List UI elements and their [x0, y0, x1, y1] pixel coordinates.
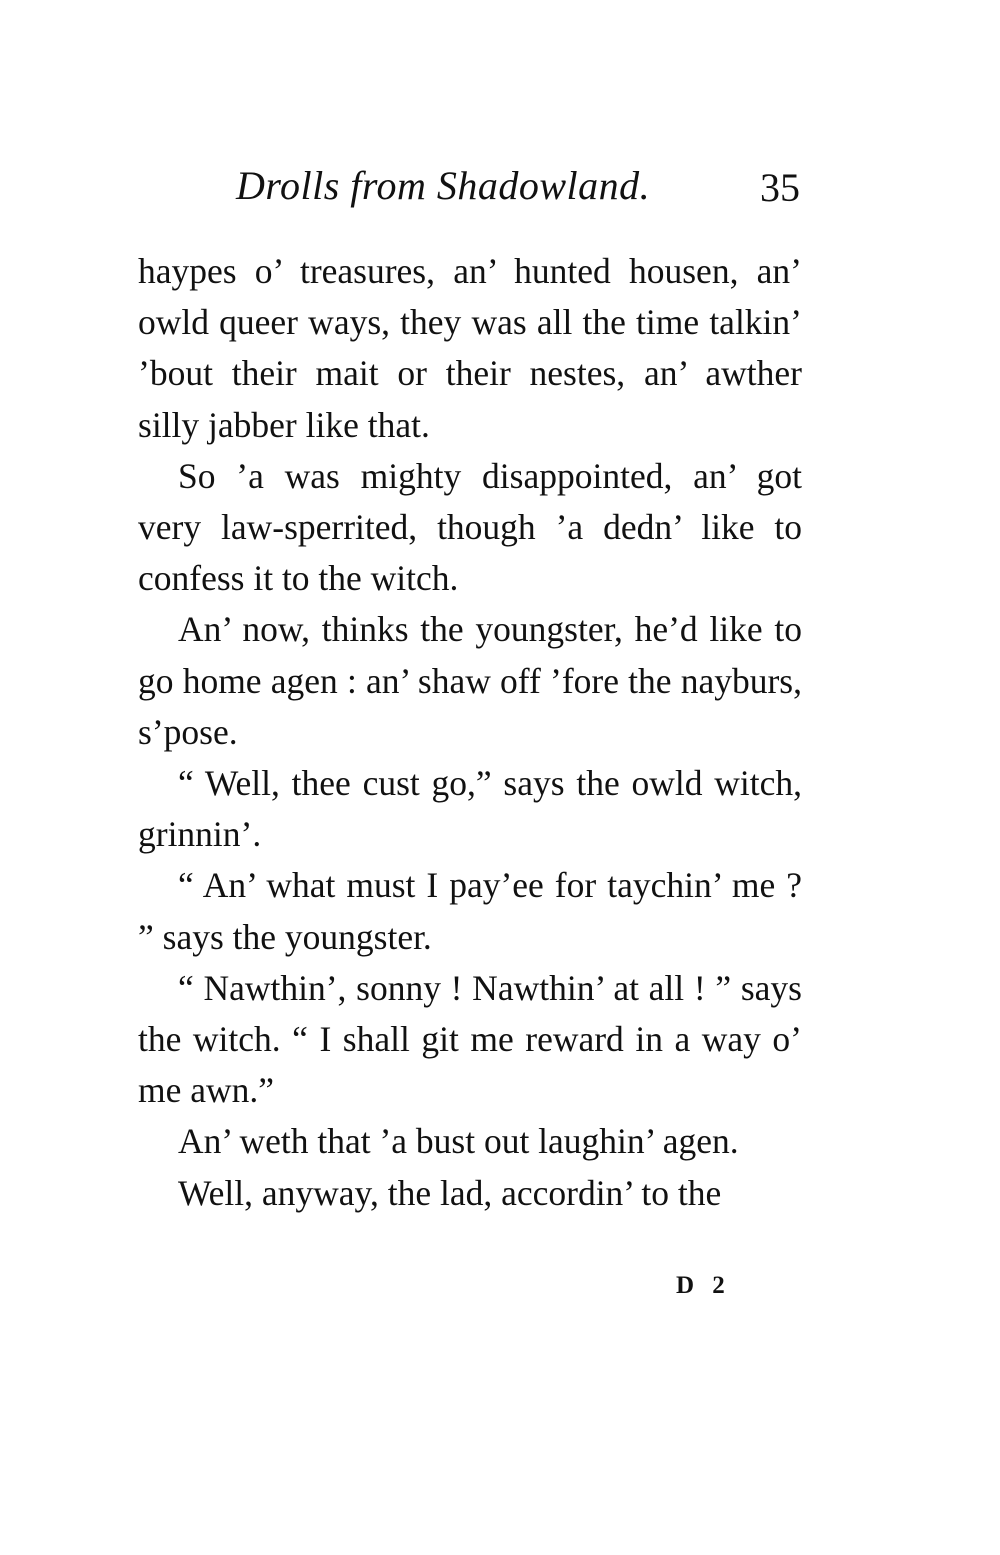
paragraph: An’ weth that ’a bust out laughin’ agen.: [178, 1121, 739, 1162]
paragraph: haypes o’ treasures, an’ hunted housen, an’ owld queer ways, they was all the time talkin’ ’bout their mait or their nestes, an’ awther silly jabber like that.: [138, 251, 802, 445]
paragraph: “ Nawthin’, sonny ! Nawthin’ at all ! ” says the witch. “ I shall git me reward in a way o’ me awn.”: [138, 967, 802, 1111]
running-head: [236, 162, 800, 212]
signature-mark: D 2: [676, 1272, 731, 1299]
running-title: Drolls from Shadowland.: [236, 163, 651, 208]
paragraph: “ An’ what must I pay’ee for taychin’ me ? ” says the youngster.: [138, 865, 802, 957]
paragraph: So ’a was mighty disappointed, an’ got very law-sperrited, though ’a dedn’ like to confess it to the witch.: [138, 455, 802, 599]
page-number: 35: [760, 165, 800, 210]
paragraph: Well, anyway, the lad, accordin’ to the: [178, 1172, 722, 1213]
paragraph: An’ now, thinks the youngster, he’d like to go home agen : an’ shaw off ’fore the nayburs, s’pose.: [138, 609, 802, 752]
paragraph: “ Well, thee cust go,” says the owld witch, grinnin’.: [138, 763, 802, 855]
body-text: [138, 246, 802, 1219]
